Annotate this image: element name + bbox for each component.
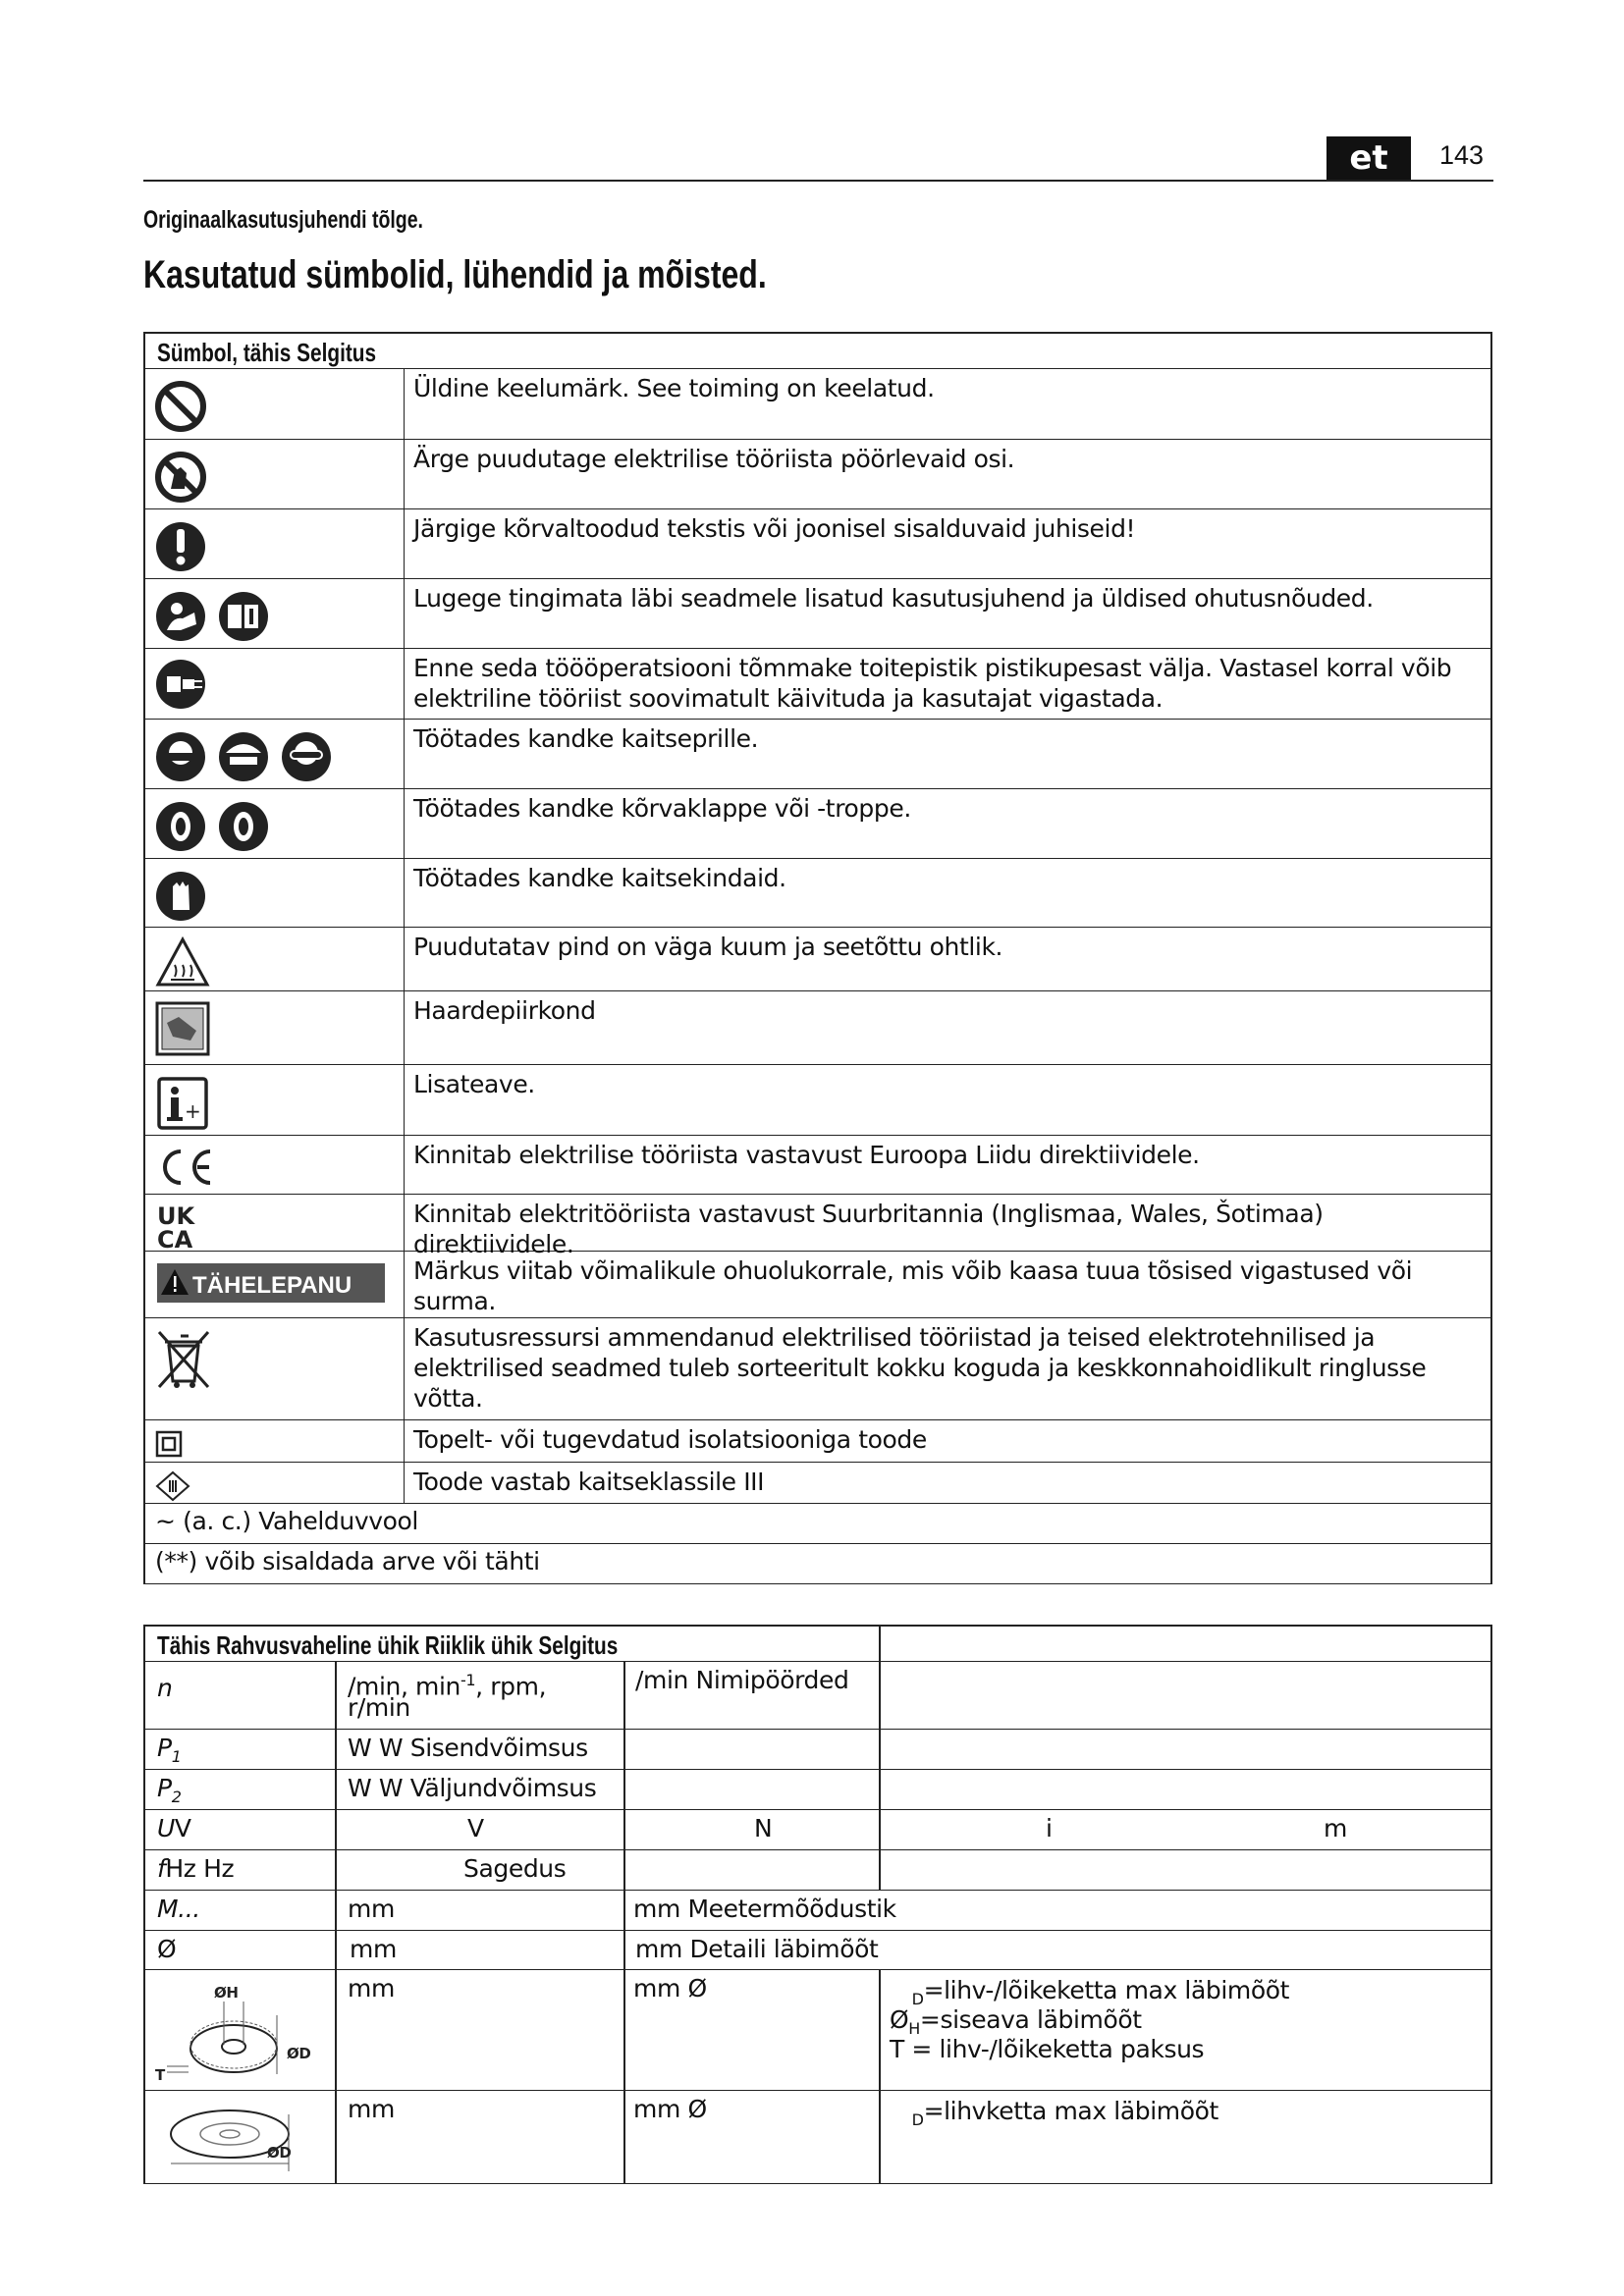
warning-label-icon (153, 1257, 385, 1307)
svg-text:TÄHELEPANU: TÄHELEPANU (192, 1272, 352, 1299)
table-row: Haardepiirkond (143, 991, 1492, 1065)
symbols-table (143, 332, 1492, 1584)
language-badge: et (1326, 136, 1411, 180)
table-row: Üldine keelumärk. See toiming on keelatud. (143, 369, 1492, 440)
svg-text:ØD: ØD (267, 2144, 292, 2162)
sanding-disc-diagram (153, 2099, 330, 2177)
table-row: $P_2$ W W Väljundvõimsus (143, 1770, 1492, 1810)
page-title: Kasutatud sümbolid, lühendid ja mõisted. (143, 253, 767, 296)
table-row: Toode vastab kaitseklassile III (143, 1463, 1492, 1504)
ce-mark-icon (153, 1142, 222, 1191)
table-row: UK CA Kinnitab elektritööriista vastavust Suurbritannia (Inglismaa, Wales, Šotimaa) direktiividele. (143, 1195, 1492, 1252)
do-not-touch-rotating-parts-icon (153, 446, 212, 505)
exclamation-mandatory-icon (153, 515, 212, 574)
table-row: + Lisateave. (143, 1065, 1492, 1136)
table-header: Tähis Rahvusvaheline ühik Riiklik ühik Selgitus (143, 1625, 1492, 1662)
header-divider (143, 180, 1493, 182)
table-row: Töötades kandke kaitsekindaid. (143, 859, 1492, 928)
table-row: Kasutusressursi ammendanud elektrilised tööriistad ja teised elektrotehnilised ja elektrilised seadmed tuleb sorteeritult kokku koguda ja keskkonnahoidlikult ringlusse võtta. (143, 1318, 1492, 1420)
svg-text:ØH: ØH (214, 1984, 239, 2002)
table-row: n /min, $\min^{-1}$, rpm, r/min /min Nimipöörded (143, 1662, 1492, 1730)
table-row: Töötades kandke kaitseprille. (143, 720, 1492, 789)
table-row: (**) võib sisaldada arve või tähti (143, 1544, 1492, 1584)
double-insulation-icon (153, 1426, 192, 1462)
table-row: M... mm mm Meetermõõdustik (143, 1891, 1492, 1931)
table-row: ØD mm mm Ø $_D$=lihvketta max läbimõõt (143, 2091, 1492, 2184)
table-row: Ø mm mm Detaili läbimõõt (143, 1931, 1492, 1970)
document-subtitle: Originaalkasutusjuhendi tõlge. (143, 206, 423, 234)
weee-bin-icon (153, 1324, 212, 1393)
gloves-icon (153, 865, 212, 924)
unplug-icon (153, 655, 212, 714)
table-row: Lugege tingimata läbi seadmele lisatud kasutusjuhend ja üldised ohutusnõuded. (143, 579, 1492, 649)
svg-text:ØD: ØD (287, 2045, 311, 2062)
class-iii-icon (153, 1468, 196, 1502)
page-number: 143 (1439, 140, 1485, 170)
ukca-mark-icon (153, 1201, 212, 1252)
table-row: Järgige kõrvaltoodud tekstis või joonisel sisalduvaid juhiseid! (143, 509, 1492, 579)
table-row: fHz Hz Sagedus (143, 1850, 1492, 1891)
table-row: Enne seda töööperatsiooni tõmmake toitepistik pistikupesast välja. Vastasel korral võib elektriline tööriist soovimatult käivituda ja kasutajat vigastada. (143, 649, 1492, 720)
ear-protection-icon (153, 795, 281, 854)
table-row: Ärge puudutage elektrilise tööriista pöörlevaid osi. (143, 440, 1492, 509)
hot-surface-icon (153, 934, 212, 990)
table-header: Sümbol, tähis Selgitus (143, 332, 1492, 369)
table-row: TÄHELEPANU Märkus viitab võimalikule ohuolukorrale, mis võib kaasa tuua tõsised vigastused või surma. (143, 1252, 1492, 1318)
units-table (143, 1625, 1492, 2184)
cutting-disc-diagram (153, 1976, 330, 2086)
grip-area-icon (153, 997, 212, 1058)
svg-text:CA: CA (157, 1226, 193, 1252)
svg-text:UK: UK (157, 1202, 195, 1230)
table-row: Töötades kandke kõrvaklappe või -troppe. (143, 789, 1492, 859)
table-row: ØH ØD T mm mm Ø $_D$=lihv-/lõikeketta max läbimõõt $Ø_H=siseava$ läbimõõt T = lihv-/lõikeketta paksus (143, 1970, 1492, 2091)
prohibition-icon (153, 375, 212, 434)
table-row: Kinnitab elektrilise tööriista vastavust Euroopa Liidu direktiividele. (143, 1136, 1492, 1195)
svg-text:T: T (155, 2066, 165, 2084)
table-row: UV V N i m (143, 1810, 1492, 1850)
table-row: $P_1$ W W Sisendvõimsus (143, 1730, 1492, 1770)
info-icon (153, 1071, 212, 1132)
eye-protection-icon (153, 725, 350, 784)
table-row: Topelt- või tugevdatud isolatsiooniga toode (143, 1420, 1492, 1463)
table-row: Puudutatav pind on väga kuum ja seetõttu ohtlik. (143, 928, 1492, 991)
table-row: ~ (a. c.) Vahelduvvool (143, 1504, 1492, 1544)
svg-text:+: + (185, 1099, 201, 1123)
read-manual-icon (153, 585, 281, 644)
